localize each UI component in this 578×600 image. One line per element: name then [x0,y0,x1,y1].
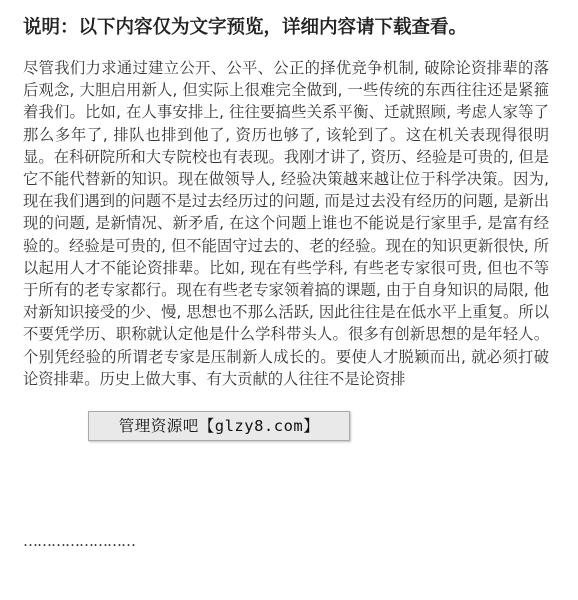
watermark-badge: 管理资源吧【glzy8.com】 [88,411,350,441]
preview-notice: 说明：以下内容仅为文字预览，详细内容请下载查看。 [23,17,468,38]
document-body-text: 尽管我们力求通过建立公开、公平、公正的择优竞争机制, 破除论资排辈的落后观念, 大胆启用新人, 但实际上很难完全做到, 一些传统的东西往往还是紧箍着我们。比如, 在人事安排上, 往往要搞些关系平衡、迁就照顾, 考虑人家等了那么多年了, 排队也排到他了, 资历也够了, 该轮到了。这在机关表现得很明显。在科研院所和大专院校也有表现。我刚才讲了, 资历、经验是可贵的, 但是它不能代替新的知识。现在做领导人, 经验决策越来越让位于科学决策。因为, 现在我们遇到的问题不是过去经历过的问题, 而是过去没有经历的问题, 是新出现的问题, 是新情况、新矛盾, 在这个问题上谁也不能说是行家里手, 是富有经验的。经验是可贵的, 但不能固守过去的、老的经验。现在的知识更新很快, 所以起用人才不能论资排辈。比如, 现在有些学科, 有些老专家很可贵, 但也不等于所有的老专家都行。现在有些老专家领着搞的课题, 由于自身知识的局限, 他对新知识接受的少、慢, 思想也不那么活跃, 因此往往是在低水平上重复。所以不要凭学历、职称就认定他是什么学科带头人。很多有创新思想的是年轻人。个别凭经验的所谓老专家是压制新人成长的。要使人才脱颖而出, 就必须打破论资排辈。历史上做大事、有大贡献的人往往不是论资排 [23,59,549,388]
truncation-ellipsis: …………………… [23,532,135,550]
